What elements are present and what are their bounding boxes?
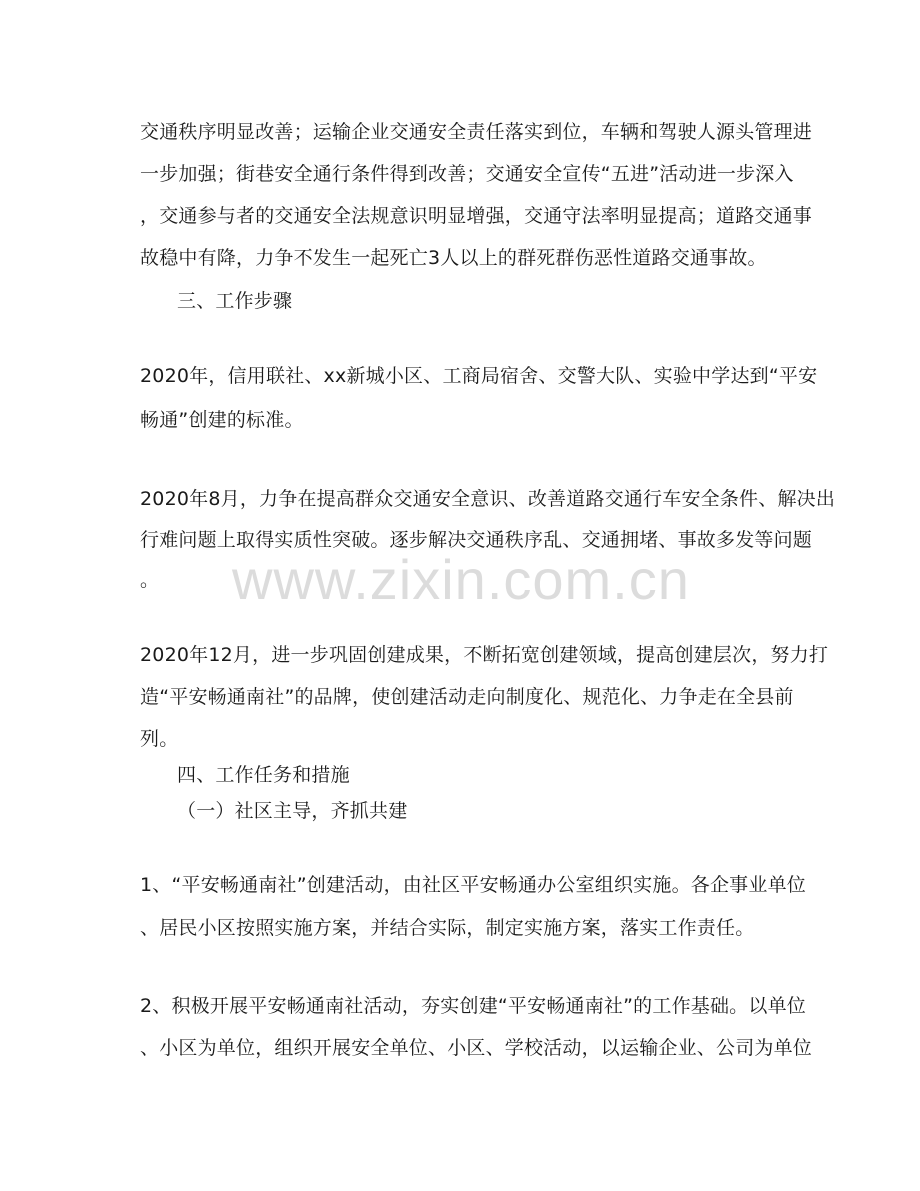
paragraph-line: ，交通参与者的交通安全法规意识明显增强，交通守法率明显提高；道路交通事 — [140, 205, 813, 227]
list-item-line: 、居民小区按照实施方案，并结合实际，制定实施方案，落实工作责任。 — [140, 917, 755, 939]
section-heading: 三、工作步骤 — [177, 290, 293, 312]
paragraph-line: 。 — [140, 569, 160, 591]
paragraph-line: 造“平安畅通南社”的品牌，使创建活动走向制度化、规范化、力争走在全县前 — [140, 686, 794, 708]
list-item-line: 、小区为单位，组织开展安全单位、小区、学校活动，以运输企业、公司为单位 — [140, 1037, 813, 1059]
paragraph-line: 2020年12月，进一步巩固创建成果，不断拓宽创建领域，提高创建层次，努力打 — [140, 644, 829, 666]
paragraph-line: 交通秩序明显改善；运输企业交通安全责任落实到位，车辆和驾驶人源头管理进 — [140, 121, 813, 143]
paragraph-line: 2020年，信用联社、xx新城小区、工商局宿舍、交警大队、实验中学达到“平安 — [140, 365, 818, 387]
paragraph-line: 一步加强；街巷安全通行条件得到改善；交通安全宣传“五进”活动进一步深入 — [140, 163, 794, 185]
paragraph-line: 2020年8月，力争在提高群众交通安全意识、改善道路交通行车安全条件、解决出 — [140, 488, 836, 510]
paragraph-line: 行难问题上取得实质性突破。逐步解决交通秩序乱、交通拥堵、事故多发等问题 — [140, 529, 813, 551]
list-item-line: 2、积极开展平安畅通南社活动，夯实创建“平安畅通南社”的工作基础。以单位 — [140, 995, 806, 1017]
list-item-line: 1、“平安畅通南社”创建活动，由社区平安畅通办公室组织实施。各企事业单位 — [140, 874, 806, 896]
paragraph-line: 列。 — [140, 728, 179, 750]
section-heading: 四、工作任务和措施 — [177, 764, 350, 786]
paragraph-line: 畅通”创建的标准。 — [140, 409, 304, 431]
paragraph-line: 故稳中有降，力争不发生一起死亡3人以上的群死群伤恶性道路交通事故。 — [140, 247, 767, 269]
watermark-text: www.zixin.com.cn — [232, 548, 690, 611]
subsection-heading: （一）社区主导，齐抓共建 — [177, 800, 408, 822]
